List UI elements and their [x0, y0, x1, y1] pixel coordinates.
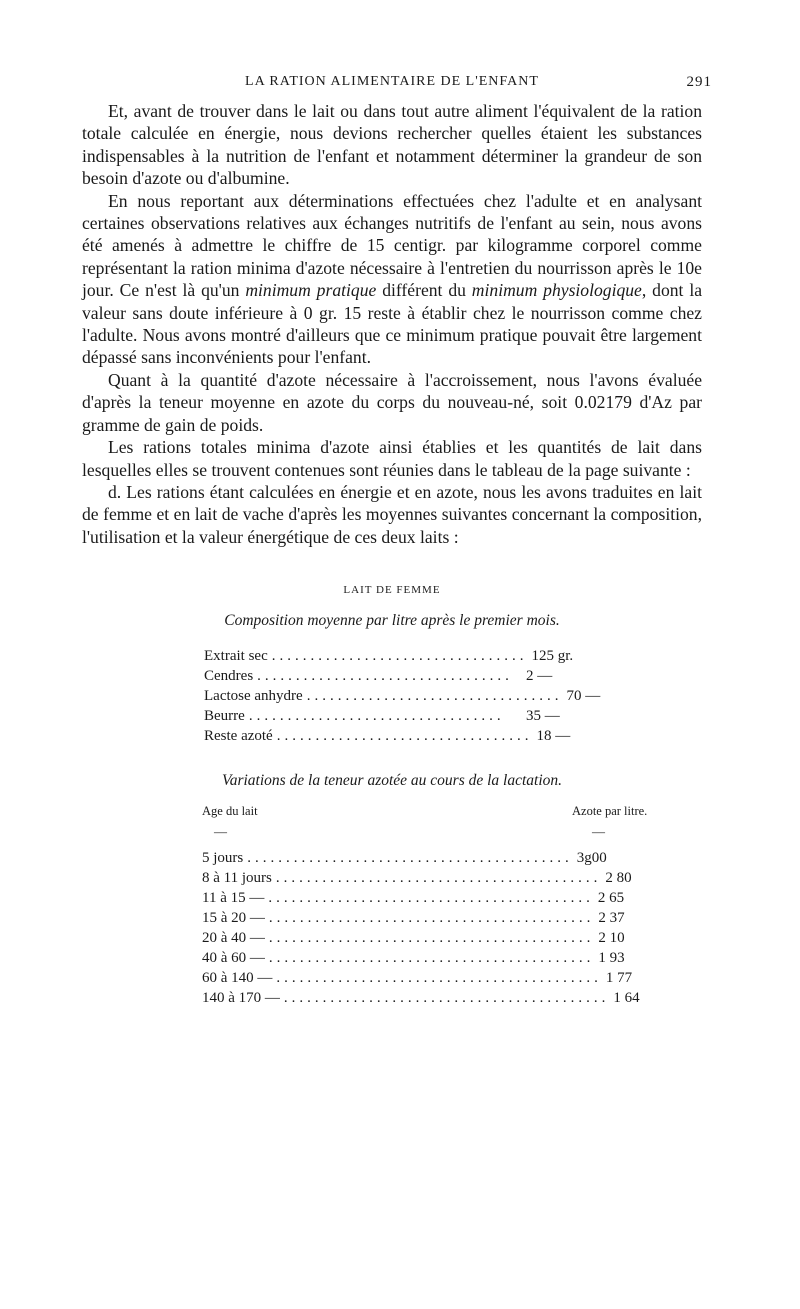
table-row: 8 à 11 jours .......................................... 2 80	[202, 868, 612, 888]
row-value: 2 37	[598, 910, 625, 927]
age-header: Age du lait	[202, 804, 258, 819]
paragraph-2-cont-e: , dont la valeur sans doute inférieure à 0 gr. 15 reste à établir chez le nourrisson comme chez l'adulte. Nous avons montré d'ailleurs que ce minimum pratique pouvait être largement dépassé sans inconvénients pour l'enfant.	[82, 280, 703, 368]
paragraph-3: Quant à la quantité d'azote nécessaire à l'accroissement, nous l'avons évaluée d'après la teneur moyenne en azote du corps du nouveau-né, soit 0.02179 d'Az par gramme de gain de poids.	[82, 369, 702, 435]
variation-headers	[82, 804, 702, 824]
table-row: 5 jours .......................................... 3g00	[202, 848, 612, 868]
page-header	[82, 70, 712, 94]
table-row: Cendres ................................. 2 —	[204, 666, 590, 686]
table-row: Beurre ................................. 35 —	[204, 706, 590, 726]
row-value: 18 —	[536, 728, 571, 745]
row-label: 40 à 60 —	[202, 950, 265, 967]
row-label: Lactose anhydre	[204, 688, 303, 705]
row-label: 15 à 20 —	[202, 910, 265, 927]
row-value: 35 —	[526, 708, 560, 725]
row-label: 8 à 11 jours	[202, 870, 272, 887]
row-label: 140 à 170 —	[202, 990, 280, 1007]
paragraph-5: d. Les rations étant calculées en énergie et en azote, nous les avons traduites en lait de femme et en lait de vache d'après les moyennes suivantes concernant la composition, l'utilisation et la valeur énergétique de ces deux laits :	[82, 481, 702, 547]
table-row: 60 à 140 — .......................................... 1 77	[202, 968, 612, 988]
row-label: Cendres	[204, 668, 254, 685]
row-value: 1 77	[605, 970, 633, 987]
row-value: 1 93	[598, 950, 625, 967]
paragraph-4: Les rations totales minima d'azote ainsi établies et les quantités de lait dans lesquelles elles se trouvent contenues sont réunies dans le tableau de la page suivante :	[82, 437, 702, 480]
row-value: 2 —	[526, 668, 553, 685]
composition-table	[204, 646, 601, 746]
row-value: 2 80	[605, 870, 632, 887]
table-row: 11 à 15 — .......................................... 2 65	[202, 888, 612, 908]
table-row: Reste azoté ................................. 18 —	[204, 726, 590, 746]
row-label: Reste azoté	[204, 728, 273, 745]
body-text	[82, 100, 702, 548]
composition-caption: Composition moyenne par litre après le premier mois.	[224, 612, 560, 630]
paragraph-2	[82, 190, 702, 369]
row-value: 70 —	[566, 688, 601, 705]
table-row: Extrait sec ................................. 125 gr.	[204, 646, 590, 666]
row-label: 60 à 140 —	[202, 970, 273, 987]
azote-dash: —	[592, 824, 605, 840]
table-row: 140 à 170 — .......................................... 1 64	[202, 988, 612, 1008]
table-row: 15 à 20 — .......................................... 2 37	[202, 908, 612, 928]
paragraph-2-cont-c: différent du	[376, 280, 472, 301]
table-row: 20 à 40 — .......................................... 2 10	[202, 928, 612, 948]
row-value: 1 64	[613, 990, 640, 1007]
paragraph-2-cont-a: Ce n'est là qu'un	[119, 280, 246, 301]
variation-caption: Variations de la teneur azotée au cours de la lactation.	[221, 772, 563, 790]
age-dash: —	[214, 824, 227, 840]
row-value: 125 gr.	[531, 648, 574, 665]
paragraph-2-cont-d: minimum physiologique	[471, 280, 642, 301]
paragraph-2-text: En nous reportant aux déterminations effectuées chez l'adulte et en analysant certaines observations relatives aux échanges nutritifs de l'enfant au sein, nous avons été amenés à admettre le chiffre de 15 centigr. par kilogramme corporel comme représentant la ration minima d'azote nécessaire à l'entretien du nourrisson après le 10e jour.	[82, 190, 702, 301]
page	[82, 70, 712, 1008]
row-label: 11 à 15 —	[202, 890, 265, 907]
page-number: 291	[686, 74, 712, 90]
row-label: 20 à 40 —	[202, 930, 265, 947]
row-label: Beurre	[204, 708, 245, 725]
row-label: 5 jours	[202, 850, 244, 867]
row-label: Extrait sec	[204, 648, 268, 665]
row-value: 2 10	[598, 930, 625, 947]
table-row: Lactose anhydre ................................. 70 —	[204, 686, 590, 706]
row-value: 3g00	[576, 850, 607, 867]
paragraph-1: Et, avant de trouver dans le lait ou dans tout autre aliment l'équivalent de la ration totale calculée en énergie, nous devions rechercher quelles étaient les substances indispensables à la nutrition de l'enfant et notamment déterminer la grandeur de son besoin d'azote ou d'albumine.	[82, 101, 702, 189]
running-title: LA RATION ALIMENTAIRE DE L'ENFANT	[245, 74, 539, 89]
section-title: LAIT DE FEMME	[343, 584, 441, 597]
row-value: 2 65	[597, 890, 625, 907]
variation-table	[202, 848, 640, 1008]
paragraph-2-cont-b: minimum pratique	[245, 280, 377, 301]
table-row: 40 à 60 — .......................................... 1 93	[202, 948, 612, 968]
azote-header: Azote par litre.	[572, 804, 648, 819]
header-dashes	[82, 824, 702, 840]
